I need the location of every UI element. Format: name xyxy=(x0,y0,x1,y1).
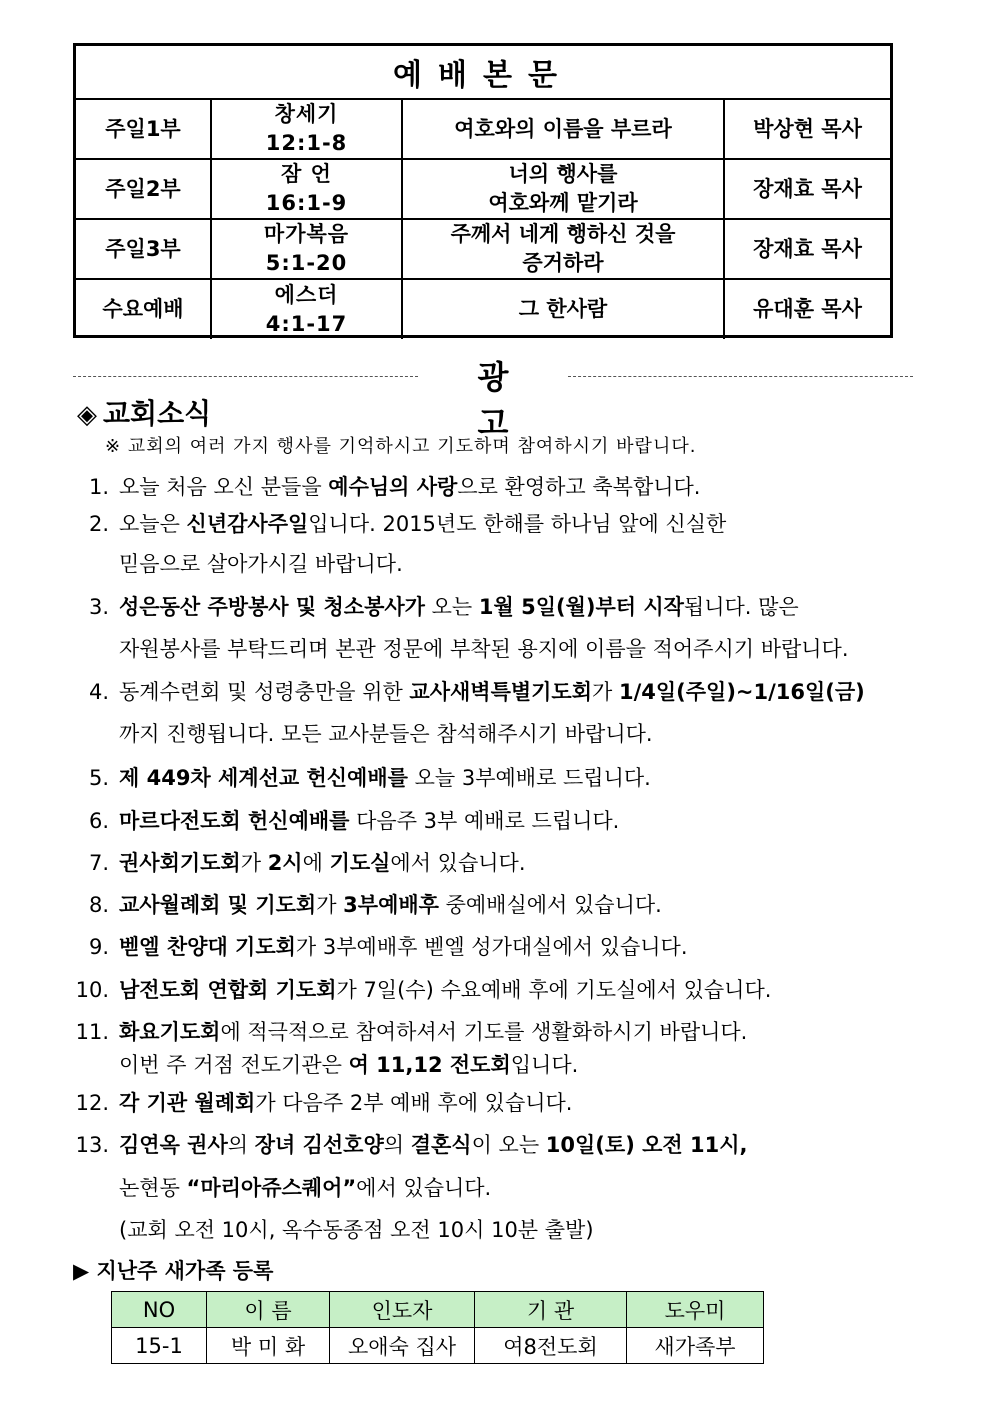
line-text: 입니다. 2015년도 한해를 하나님 앞에 신실한 xyxy=(308,512,727,536)
line-text: 가 3부예배후 벧엘 성가대실에서 있습니다. xyxy=(295,935,688,959)
emphasis-text: 교사월례회 및 기도회 xyxy=(119,893,317,917)
emphasis-text: 화요기도회 xyxy=(119,1020,221,1044)
announcement-line xyxy=(73,1172,491,1202)
topic-cell: 너의 행사를 여호와께 맡기라 xyxy=(403,160,725,218)
line-text: 됩니다. 많은 xyxy=(683,595,799,619)
new-family-title: ▶ 지난주 새가족 등록 xyxy=(73,1259,274,1283)
emphasis-text: 김연옥 권사 xyxy=(119,1133,228,1157)
table-header-row xyxy=(112,1292,764,1328)
line-text: 논현동 xyxy=(119,1176,187,1200)
column-header: NO xyxy=(112,1292,207,1328)
item-number: 7. xyxy=(88,851,109,875)
line-text: 가 xyxy=(592,680,619,704)
line-text: 의 xyxy=(383,1133,411,1157)
scripture-cell: 잠 언 16:1-9 xyxy=(212,160,403,218)
item-number: 11. xyxy=(75,1020,109,1044)
item-number: 12. xyxy=(75,1091,109,1115)
line-text: 이번 주 거점 전도기관은 xyxy=(119,1053,349,1077)
line-text: 가 다음주 2부 예배 후에 있습니다. xyxy=(255,1091,573,1115)
item-number: 6. xyxy=(88,809,109,833)
announcement-line xyxy=(73,805,619,835)
table-row xyxy=(112,1328,764,1364)
line-text: 까지 진행됩니다. 모든 교사분들은 참석해주시기 바랍니다. xyxy=(119,722,653,746)
announcement-line xyxy=(73,508,726,538)
column-header: 기 관 xyxy=(475,1292,627,1328)
announcement-line xyxy=(73,762,651,792)
emphasis-text: 각 기관 월례회 xyxy=(119,1091,256,1115)
table-cell: 새가족부 xyxy=(627,1328,764,1364)
divider xyxy=(568,376,913,377)
line-text: 입니다. xyxy=(510,1053,579,1077)
announcement-line xyxy=(73,1214,594,1244)
table-cell: 오애숙 집사 xyxy=(330,1328,475,1364)
emphasis-text: 교사새벽특별기도회 xyxy=(409,680,592,704)
scripture-cell: 에스더 4:1-17 xyxy=(212,280,403,339)
announcement-line xyxy=(73,718,653,748)
scripture-cell: 창세기 12:1-8 xyxy=(212,100,403,158)
line-text: 중예배실에서 있습니다. xyxy=(438,893,662,917)
announcement-line xyxy=(73,1087,572,1117)
line-text: 가 7일(수) 수요예배 후에 기도실에서 있습니다. xyxy=(336,978,772,1002)
sermon-row xyxy=(76,280,890,339)
announcement-line xyxy=(73,676,865,706)
preacher-cell: 장재효 목사 xyxy=(753,176,862,201)
sermon-table-title: 예배본문 xyxy=(76,46,890,100)
line-text: 으로 환영하고 축복합니다. xyxy=(457,475,701,499)
announcement-line xyxy=(73,1049,578,1079)
column-header: 이 름 xyxy=(207,1292,330,1328)
line-text: 가 xyxy=(240,851,268,875)
announcement-line xyxy=(73,1129,747,1159)
scripture-cell: 마가복음 5:1-20 xyxy=(212,220,403,278)
emphasis-text: “마리아쥬스퀘어” xyxy=(186,1176,357,1200)
line-text: 오는 xyxy=(424,595,479,619)
service-cell: 주일3부 xyxy=(76,220,212,278)
line-text: 오늘 처음 오신 분들을 xyxy=(119,475,329,499)
item-number: 9. xyxy=(88,935,109,959)
item-number: 4. xyxy=(88,680,109,704)
topic-cell: 주께서 네게 행하신 것을 증거하라 xyxy=(403,220,725,278)
emphasis-text: 1월 5일(월)부터 시작 xyxy=(478,595,684,619)
announcement-line xyxy=(73,471,700,501)
topic-cell: 여호와의 이름을 부르라 xyxy=(403,100,725,158)
emphasis-text: 신년감사주일 xyxy=(186,512,309,536)
emphasis-text: 권사회기도회 xyxy=(119,851,241,875)
line-text: (교회 오전 10시, 옥수동종점 오전 10시 10분 출발) xyxy=(119,1218,594,1242)
emphasis-text: 10일(토) 오전 11시, xyxy=(545,1133,748,1157)
emphasis-text: 예수님의 사랑 xyxy=(328,475,458,499)
announcement-line xyxy=(73,889,662,919)
announcement-line xyxy=(73,591,799,621)
preacher-cell: 장재효 목사 xyxy=(753,236,862,261)
new-family-table xyxy=(111,1291,764,1364)
item-number: 1. xyxy=(88,475,109,499)
sermon-row xyxy=(76,100,890,160)
line-text: 이 오는 xyxy=(471,1133,546,1157)
church-news-title: 교회소식 xyxy=(103,397,212,430)
emphasis-text: 1/4일(주일)~1/16일(금) xyxy=(618,680,865,704)
emphasis-text: 성은동산 주방봉사 및 청소봉사가 xyxy=(119,595,425,619)
announcement-line xyxy=(73,633,849,663)
line-text: 믿음으로 살아가시길 바랍니다. xyxy=(119,552,403,576)
announcements-title: 광고 xyxy=(477,358,541,442)
service-cell: 주일2부 xyxy=(76,160,212,218)
emphasis-text: 2시 xyxy=(267,851,303,875)
line-text: 오늘은 xyxy=(119,512,187,536)
line-text: 에서 있습니다. xyxy=(356,1176,492,1200)
emphasis-text: 장녀 김선호양 xyxy=(254,1133,384,1157)
divider xyxy=(73,376,418,377)
column-header: 인도자 xyxy=(330,1292,475,1328)
table-cell: 박 미 화 xyxy=(207,1328,330,1364)
item-number: 5. xyxy=(88,766,109,790)
service-cell: 주일1부 xyxy=(76,100,212,158)
column-header: 도우미 xyxy=(627,1292,764,1328)
line-text: 동계수련회 및 성령충만을 위한 xyxy=(119,680,410,704)
emphasis-text: 남전도회 연합회 기도회 xyxy=(119,978,337,1002)
line-text: 다음주 3부 예배로 드립니다. xyxy=(349,809,620,833)
sermon-table xyxy=(73,43,893,338)
emphasis-text: 3부예배후 xyxy=(343,893,439,917)
line-text: 오늘 3부예배로 드립니다. xyxy=(407,766,651,790)
emphasis-text: 결혼식 xyxy=(410,1133,472,1157)
emphasis-text: 벧엘 찬양대 기도회 xyxy=(119,935,296,959)
announcement-line xyxy=(73,1016,747,1046)
item-number: 8. xyxy=(88,893,109,917)
line-text: 의 xyxy=(227,1133,255,1157)
diamond-bullet-icon: ◈ xyxy=(77,400,97,430)
item-number: 2. xyxy=(88,512,109,536)
table-cell: 여8전도회 xyxy=(475,1328,627,1364)
topic-cell: 그 한사람 xyxy=(403,280,725,339)
preacher-cell: 유대훈 목사 xyxy=(753,297,862,321)
line-text: 가 xyxy=(316,893,344,917)
service-cell: 수요예배 xyxy=(76,280,212,339)
emphasis-text: 제 449차 세계선교 헌신예배를 xyxy=(119,766,408,790)
announcement-line xyxy=(73,974,771,1004)
sermon-row xyxy=(76,160,890,220)
church-news-heading xyxy=(77,392,211,432)
line-text: 에 xyxy=(302,851,330,875)
emphasis-text: 여 11,12 전도회 xyxy=(348,1053,511,1077)
table-cell: 15-1 xyxy=(112,1328,207,1364)
item-number: 13. xyxy=(75,1133,109,1157)
item-number: 10. xyxy=(75,978,109,1002)
announcement-line xyxy=(73,931,688,961)
line-text: 자원봉사를 부탁드리며 본관 정문에 부착된 용지에 이름을 적어주시기 바랍니다. xyxy=(119,637,849,661)
announcement-line xyxy=(73,548,403,578)
emphasis-text: 마르다전도회 헌신예배를 xyxy=(119,809,350,833)
emphasis-text: 기도실 xyxy=(329,851,391,875)
line-text: 에 적극적으로 참여하셔서 기도를 생활화하시기 바랍니다. xyxy=(220,1020,748,1044)
church-news-note: ※ 교회의 여러 가지 행사를 기억하시고 기도하며 참여하시기 바랍니다. xyxy=(105,436,697,457)
announcement-line xyxy=(73,847,526,877)
sermon-row xyxy=(76,220,890,280)
line-text: 에서 있습니다. xyxy=(390,851,526,875)
preacher-cell: 박상현 목사 xyxy=(753,116,862,141)
item-number: 3. xyxy=(88,595,109,619)
